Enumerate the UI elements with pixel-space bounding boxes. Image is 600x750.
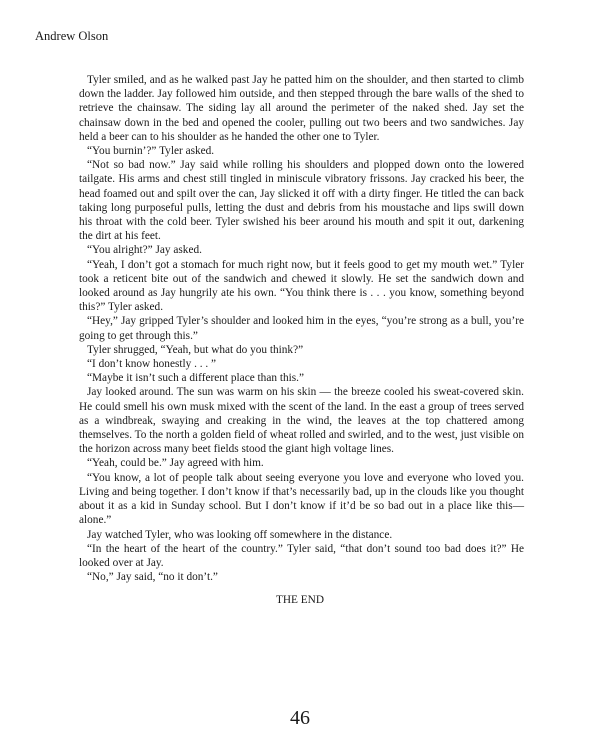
paragraph: “Yeah, could be.” Jay agreed with him. — [87, 457, 264, 470]
story-body — [79, 73, 524, 584]
the-end-label: THE END — [275, 594, 324, 606]
paragraph: Jay watched Tyler, who was looking off somewhere in the distance. — [87, 528, 393, 541]
paragraph: “In the heart of the heart of the country.” Tyler said, “that don’t sound too bad does it?” He looked over at Jay. — [79, 542, 524, 569]
paragraph: Jay looked around. The sun was warm on his skin — the breeze cooled his sweat-covered skin. He could smell his own musk mixed with the scent of the land. In the east a group of trees served as a windbreak, swaying and creaking in the wind, the leaves at the top chattered among themselves. To the north a golden field of wheat rolled and swirled, and to the west, just visible on the horizon across many beet fields stood the giant high voltage lines. — [79, 386, 524, 456]
paragraph: “You alright?” Jay asked. — [87, 244, 202, 257]
running-header-author: Andrew Olson — [35, 29, 109, 43]
paragraph: “Not so bad now.” Jay said while rolling his shoulders and plopped down onto the lowered tailgate. His arms and chest still tingled in miniscule vibratory frissons. Jay cracked his beer, the head foamed out and spilt over the can, Jay slicked it off with a dirty finger. He titled the can back taking long purposeful pulls, letting the dust and debris from his moustache and lips swill down his throat with the cold beer. Tyler swished his beer around his mouth and spit it out, darkening the dirt at his feet. — [79, 159, 524, 243]
paragraph: “I don’t know honestly . . . ” — [87, 358, 217, 371]
paragraph: “You burnin’?” Tyler asked. — [87, 145, 215, 158]
page-number: 46 — [290, 707, 310, 729]
paragraph: Tyler shrugged, “Yeah, but what do you think?” — [87, 343, 304, 356]
paragraph: “No,” Jay said, “no it don’t.” — [87, 571, 218, 584]
paragraph: Tyler smiled, and as he walked past Jay he patted him on the shoulder, and then started to climb down the ladder. Jay followed him outside, and then stepped through the bare walls of the shed to retrieve the chainsaw. The siding lay all around the perimeter of the naked shed. Jay set the chainsaw down in the bed and opened the cooler, pulling out two beers and two sandwiches. Jay held a beer can to his shoulder as he handed the other one to Tyler. — [79, 74, 524, 143]
paragraph: “Maybe it isn’t such a different place than this.” — [87, 372, 304, 385]
paragraph: “You know, a lot of people talk about seeing everyone you love and everyone who loved you. Living and being together. I don’t know if that’s necessarily bad, up in the clouds like you thought about it as a kid in Sunday school. But I don’t know if it’d be so bad out in a place like this—alone.” — [79, 471, 524, 527]
paragraph: “Hey,” Jay gripped Tyler’s shoulder and looked him in the eyes, “you’re strong as a bull, you’re going to get through this.” — [79, 315, 524, 342]
paragraph: “Yeah, I don’t got a stomach for much right now, but it feels good to get my mouth wet.” Tyler took a reticent bite out of the sandwich and chewed it slowly. He set the sandwich down and looked around as Jay hungrily ate his own. “You think there is . . . you know, something beyond this?” Tyler asked. — [79, 258, 524, 314]
